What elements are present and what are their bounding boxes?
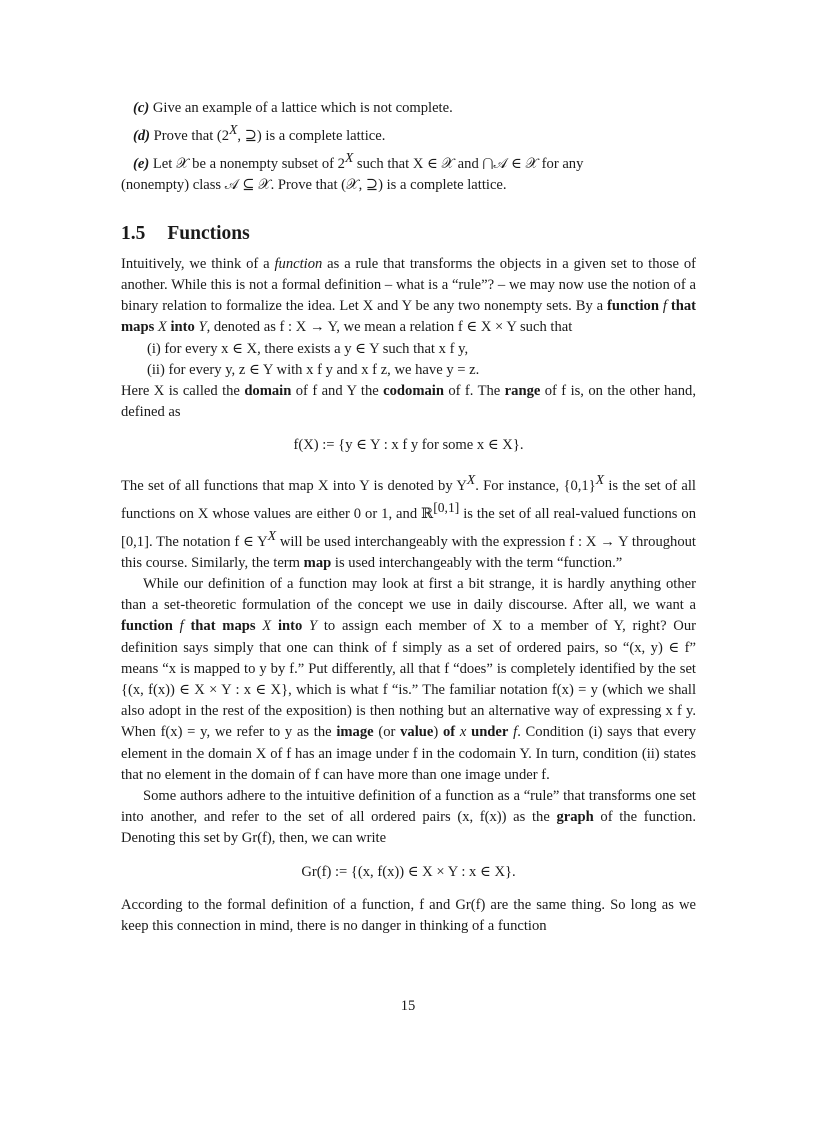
paragraph-graph: Some authors adhere to the intuitive definition of a function as a “rule” that transforms one set into another, and refer to the set of all ordered pairs (x, f(x)) as the graph of the function. Denoting this set by Gr(f), then, we can write (121, 787, 696, 847)
condition-i: (i) for every x ∈ X, there exists a y ∈ Y such that x f y, (147, 340, 469, 357)
section-heading (121, 223, 696, 244)
section-number: 1.5 (121, 222, 146, 244)
paragraph-intro: Intuitively, we think of a function as a rule that transforms the objects in a given set to those of another. While this is not a formal definition – what is a “rule”? – we may now use the notion of a binary relation to formalize the idea. Let X and Y be any two nonempty sets. By a function f that maps X into Y, denoted as f : X → Y, we mean a relation f ∈ X × Y such that (121, 255, 696, 336)
section-title: Functions (167, 222, 250, 244)
exercise-d-text: (d) Prove that ($2^X$, ⊇) is a complete lattice. (133, 122, 386, 145)
condition-ii: (ii) for every y, z ∈ Y with x f y and x f z, we have y = z. (147, 361, 480, 378)
page-number: 15 (400, 998, 416, 1014)
paragraph-formal: According to the formal definition of a function, f and Gr(f) are the same thing. So long as we keep this connection in mind, there is no danger in thinking of a function (121, 896, 696, 934)
paragraph-definition-discussion: While our definition of a function may look at first a bit strange, it is hardly anything other than a set-theoretic formulation of the concept we use in daily discourse. After all, we want a function f that maps X into Y to assign each member of X to a member of Y, right? Our definition says simply that one can think of f simply as a set of ordered pairs, so “(x, y) ∈ f” means “x is mapped to y by f.” Put differently, all that f “does” is completely identified by the set {(x, f(x)) ∈ X × Y : x ∈ X}, which is what f “is.” The familiar notation f(x) = y (which we shall also adopt in the rest of the exposition) is then nothing but an alternative way of expressing x f y. When f(x) = y, we refer to y as the image (or value) of x under f. Condition (i) says that every element in the domain X of f has an image under f in the codomain Y. In turn, condition (ii) states that no element in the domain of f can have more than one image under f. (121, 575, 697, 783)
exercise-c (121, 98, 696, 119)
exercise-e-text: (e) Let 𝒳 be a nonempty subset of $2^X$ such that X ∈ 𝒳 and ⋂𝒜 ∈ 𝒳 for any (nonempty) class 𝒜 ⊆ 𝒳. Prove that (𝒳, ⊇) is a complete lattice. (121, 150, 584, 194)
exercise-c-text: (c) Give an example of a lattice which is not complete. (133, 100, 453, 116)
paragraph-functions-set: The set of all functions that map X into Y is denoted by $Y^X$. For instance, $\{0,1\}^X$ is the set of all functions on X whose values are either 0 or 1, and ℝ[0,1] is the set of all real-valued functions on [0,1]. The notation f ∈ $Y^X$ will be used interchangeably with the expression f : X → Y throughout this course. Similarly, the term map is used interchangeably with the term “function.” (121, 471, 696, 571)
exercise-e (121, 147, 696, 196)
display-range: f(X) := {y ∈ Y : x f y for some x ∈ X}. (293, 437, 524, 454)
paragraph-domain: Here X is called the domain of f and Y the codomain of f. The range of f is, on the other hand, defined as (121, 382, 696, 421)
display-graph: Gr(f) := {(x, f(x)) ∈ X × Y : x ∈ X}. (301, 863, 516, 880)
page-body (121, 98, 696, 937)
exercise-d (121, 119, 696, 147)
